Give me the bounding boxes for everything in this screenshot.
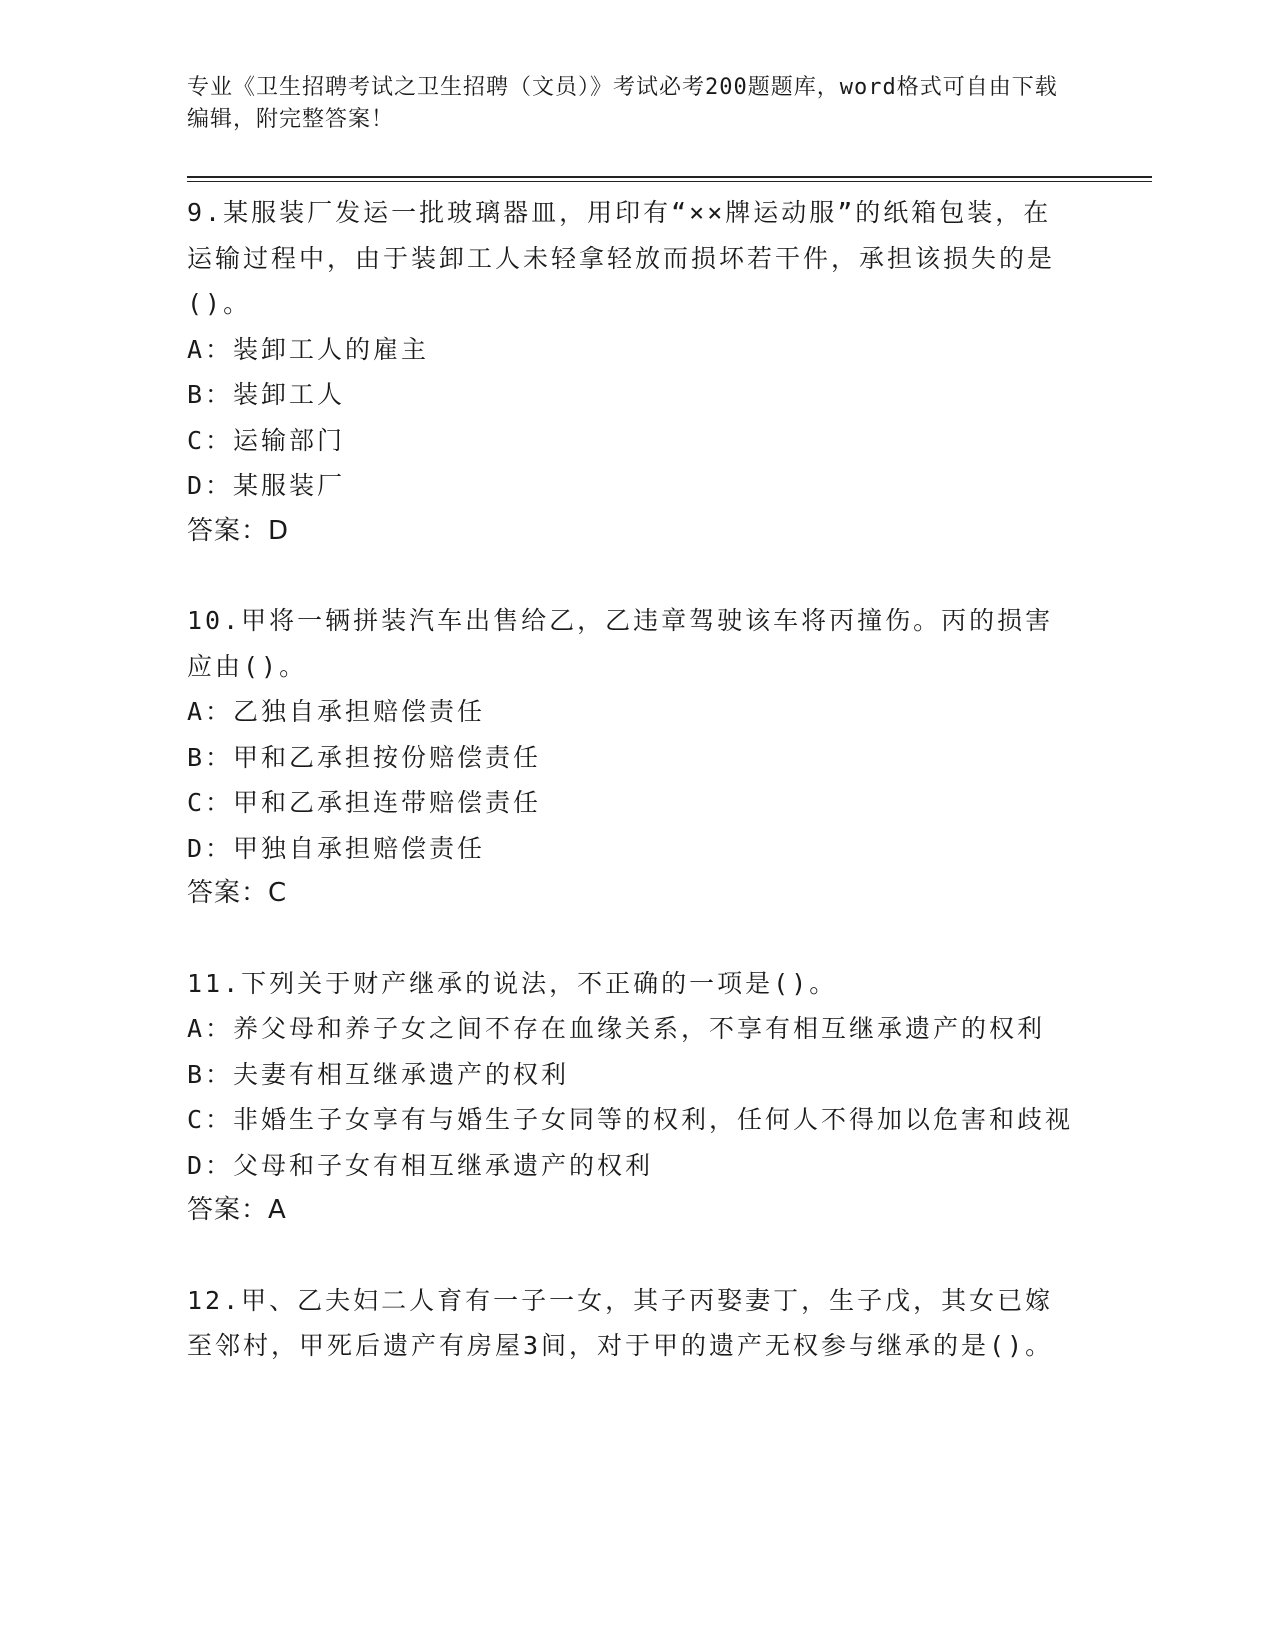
option-c: C：运输部门 (187, 425, 346, 455)
answer: 答案：A (187, 1195, 287, 1225)
header-divider-thin (187, 181, 1152, 182)
option-a: A：装卸工人的雇主 (187, 334, 430, 364)
option-b: B：装卸工人 (187, 380, 346, 409)
question-10 (187, 598, 1087, 917)
question-list (187, 190, 1087, 1413)
question-12 (187, 1278, 1087, 1369)
option-d: D：父母和子女有相互继承遗产的权利 (187, 1150, 654, 1180)
header-divider-thick (187, 176, 1152, 178)
question-stem: 10.甲将一辆拼装汽车出售给乙，乙违章驾驶该车将丙撞伤。丙的损害应由()。 (187, 606, 1054, 681)
document-header: 专业《卫生招聘考试之卫生招聘（文员）》考试必考200题题库，word格式可自由下载编辑，附完整答案！ (187, 75, 1058, 132)
option-b: B：夫妻有相互继承遗产的权利 (187, 1059, 570, 1089)
question-stem: 11.下列关于财产继承的说法，不正确的一项是()。 (187, 968, 838, 998)
answer: 答案：C (187, 878, 288, 908)
question-9 (187, 190, 1087, 554)
option-b: B：甲和乙承担按份赔偿责任 (187, 742, 542, 772)
question-11 (187, 961, 1087, 1234)
option-d: D：某服装厂 (187, 471, 346, 500)
option-c: C：非婚生子女享有与婚生子女同等的权利，任何人不得加以危害和歧视 (187, 1105, 1074, 1134)
option-a: A：养父母和养子女之间不存在血缘关系，不享有相互继承遗产的权利 (187, 1014, 1046, 1043)
option-a: A：乙独自承担赔偿责任 (187, 697, 486, 726)
question-stem: 9.某服装厂发运一批玻璃器皿，用印有“××牌运动服”的纸箱包装，在运输过程中，由于装卸工人未轻拿轻放而损坏若干件，承担该损失的是()。 (187, 198, 1056, 318)
question-stem: 12.甲、乙夫妇二人育有一子一女，其子丙娶妻丁，生子戊，其女已嫁至邻村，甲死后遗产有房屋3间，对于甲的遗产无权参与继承的是()。 (187, 1285, 1054, 1360)
option-c: C：甲和乙承担连带赔偿责任 (187, 788, 542, 817)
option-d: D：甲独自承担赔偿责任 (187, 833, 486, 863)
answer: 答案：D (187, 515, 290, 546)
